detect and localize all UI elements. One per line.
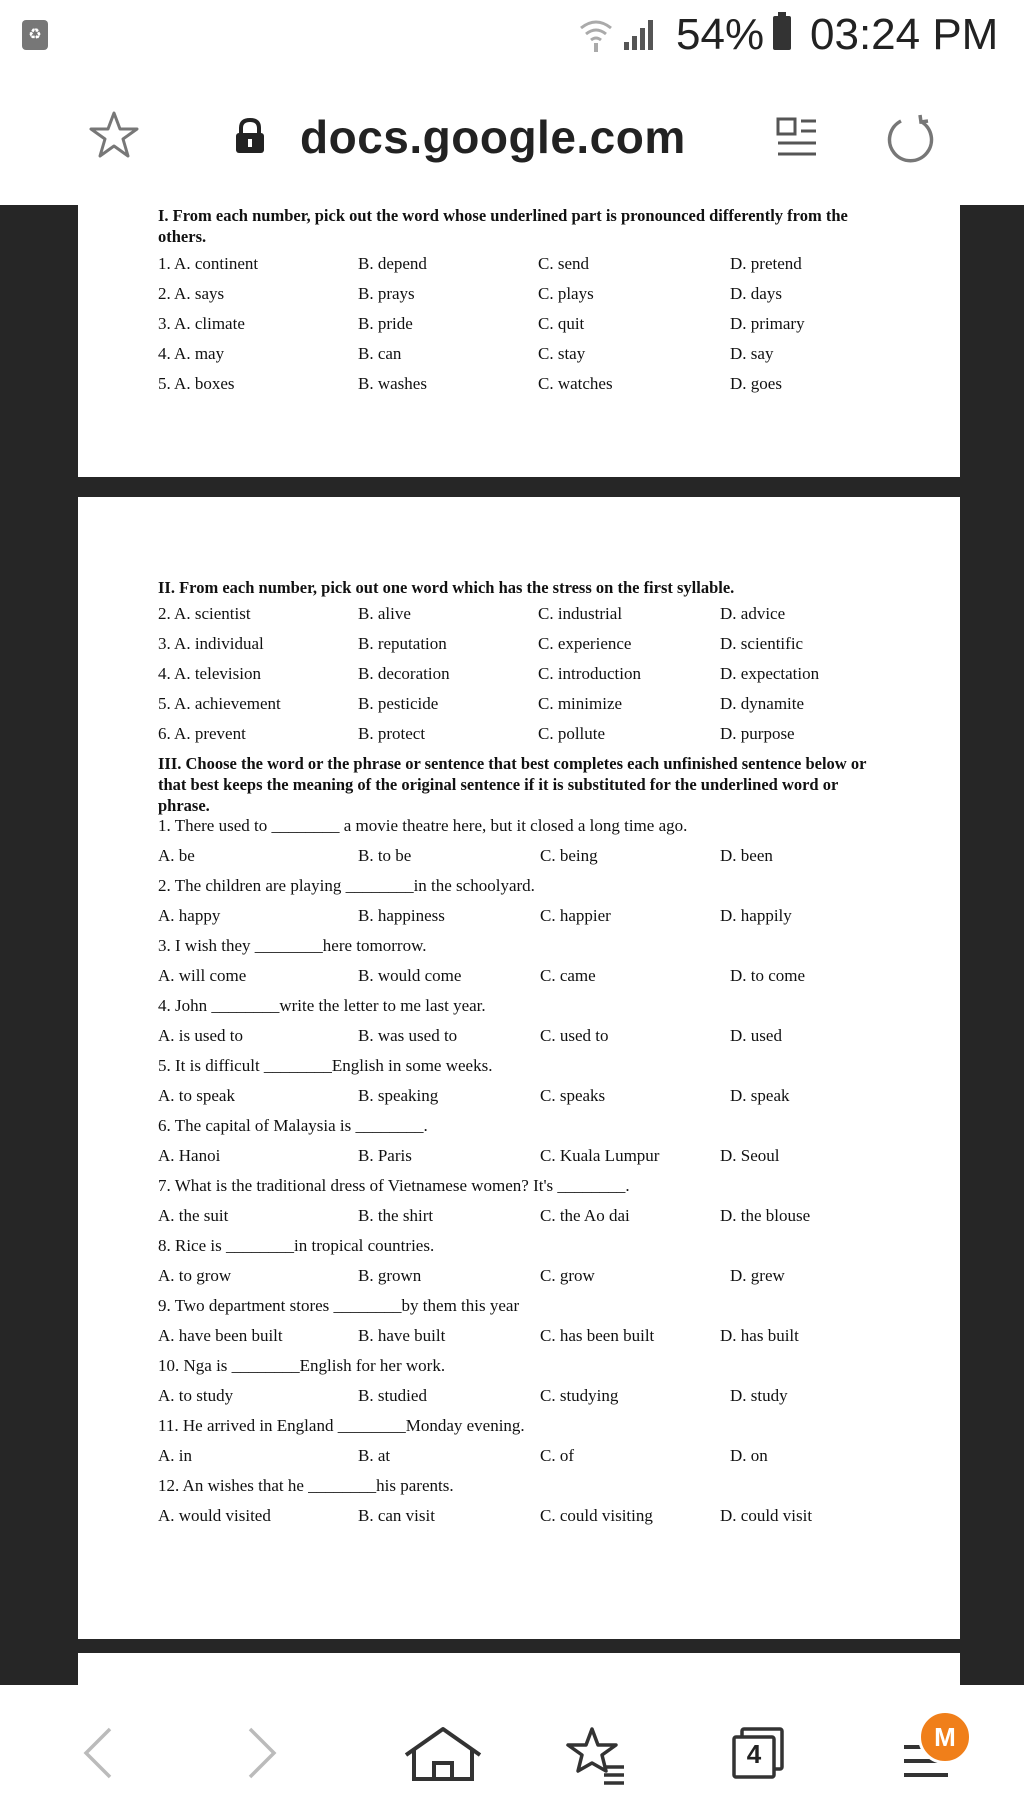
signal-icon — [622, 16, 658, 52]
option: D. goes — [730, 374, 782, 393]
option: B. would come — [358, 966, 462, 985]
option: D. has built — [720, 1326, 799, 1345]
option: D. say — [730, 344, 774, 363]
option: A. Hanoi — [158, 1146, 221, 1165]
battery-icon — [773, 16, 791, 50]
option: A. in — [158, 1446, 192, 1465]
option: D. primary — [730, 314, 805, 333]
lock-icon — [233, 118, 267, 154]
question-text: 11. He arrived in England ________Monday evening. — [158, 1416, 525, 1435]
option: C. watches — [538, 374, 613, 393]
option: C. speaks — [540, 1086, 606, 1105]
bottom-navigation-bar — [0, 1685, 1024, 1820]
back-icon[interactable] — [80, 1725, 116, 1781]
tabs-icon[interactable] — [730, 1725, 784, 1779]
option: B. Paris — [358, 1146, 412, 1165]
option: 2. A. says — [158, 284, 225, 303]
option: C. grow — [540, 1266, 595, 1285]
question-row — [158, 693, 878, 715]
refresh-icon[interactable] — [884, 112, 938, 166]
option: B. can — [358, 344, 402, 363]
question-text: 6. The capital of Malaysia is ________. — [158, 1116, 428, 1135]
option: C. industrial — [538, 604, 623, 623]
option: 6. A. prevent — [158, 724, 246, 743]
option: D. days — [730, 284, 782, 303]
question-row — [158, 633, 878, 655]
option: A. will come — [158, 966, 247, 985]
option: C. Kuala Lumpur — [540, 1146, 660, 1165]
question-options — [158, 1085, 878, 1107]
question-row — [158, 253, 878, 275]
tab-count: 4 — [746, 1739, 762, 1769]
option: D. could visit — [720, 1506, 813, 1525]
bookmark-star-icon[interactable] — [88, 110, 140, 160]
option: A. is used to — [158, 1026, 243, 1045]
question-row — [158, 283, 878, 305]
option: B. pride — [358, 314, 413, 333]
option: B. depend — [358, 254, 427, 273]
option: D. Seoul — [720, 1146, 780, 1165]
option: B. decoration — [358, 664, 450, 683]
option: 3. A. individual — [158, 634, 264, 653]
option: C. used to — [540, 1026, 609, 1045]
option: D. dynamite — [720, 694, 805, 713]
option: B. have built — [358, 1326, 446, 1345]
option: D. speak — [730, 1086, 790, 1105]
section-heading: I. From each number, pick out the word whose underlined part is pronounced differently from the others. — [158, 206, 848, 246]
question-text: 8. Rice is ________in tropical countries. — [158, 1236, 435, 1255]
question-text: 1. There used to ________ a movie theatre here, but it closed a long time ago. — [158, 816, 688, 835]
option: B. protect — [358, 724, 426, 743]
option: 2. A. scientist — [158, 604, 251, 623]
option: C. plays — [538, 284, 594, 303]
home-icon[interactable] — [398, 1725, 488, 1785]
question-options — [158, 965, 878, 987]
option: D. been — [720, 846, 773, 865]
option: D. study — [730, 1386, 788, 1405]
clock: 03:24 PM — [810, 10, 999, 59]
option: B. can visit — [358, 1506, 435, 1525]
question-row — [158, 663, 878, 685]
address-bar — [0, 72, 1024, 206]
bookmarks-icon[interactable] — [566, 1725, 626, 1785]
question-options — [158, 845, 878, 867]
question-text: 9. Two department stores ________by them this year — [158, 1296, 520, 1315]
option: B. grown — [358, 1266, 422, 1285]
question-text: 4. John ________write the letter to me last year. — [158, 996, 486, 1015]
option: B. reputation — [358, 634, 447, 653]
question-options — [158, 1205, 878, 1227]
option: C. of — [540, 1446, 574, 1465]
option: C. send — [538, 254, 589, 273]
option: B. alive — [358, 604, 411, 623]
question-options — [158, 1445, 878, 1467]
option: C. introduction — [538, 664, 641, 683]
option: 3. A. climate — [158, 314, 245, 333]
question-options — [158, 905, 878, 927]
option: D. purpose — [720, 724, 795, 743]
option: B. the shirt — [358, 1206, 434, 1225]
question-row — [158, 723, 878, 745]
option: C. stay — [538, 344, 586, 363]
question-row — [158, 313, 878, 335]
section-heading: II. From each number, pick out one word which has the stress on the first syllable. — [158, 578, 735, 597]
option: C. pollute — [538, 724, 606, 743]
option: C. could visiting — [540, 1506, 653, 1525]
option: D. advice — [720, 604, 786, 623]
option: D. on — [730, 1446, 768, 1465]
question-options — [158, 1505, 878, 1527]
option: A. happy — [158, 906, 221, 925]
option: B. prays — [358, 284, 415, 303]
option: C. studying — [540, 1386, 619, 1405]
question-text: 3. I wish they ________here tomorrow. — [158, 936, 427, 955]
document-page — [78, 205, 960, 477]
option: B. speaking — [358, 1086, 439, 1105]
option: B. at — [358, 1446, 391, 1465]
question-text: 5. It is difficult ________English in some weeks. — [158, 1056, 493, 1075]
option: 4. A. may — [158, 344, 225, 363]
question-options — [158, 1325, 878, 1347]
question-options — [158, 1385, 878, 1407]
option: C. the Ao dai — [540, 1206, 630, 1225]
option: C. happier — [540, 906, 611, 925]
option: C. being — [540, 846, 598, 865]
option: A. to grow — [158, 1266, 232, 1285]
option: A. the suit — [158, 1206, 229, 1225]
question-options — [158, 1145, 878, 1167]
section-heading: III. Choose the word or the phrase or sentence that best completes each unfinished sentence below or that best keeps the meaning of the original sentence if it is substituted for the underlined word or phrase. — [158, 754, 867, 815]
document-viewer[interactable] — [0, 205, 1024, 1685]
option: D. pretend — [730, 254, 802, 273]
option: 5. A. boxes — [158, 374, 235, 393]
question-text: 12. An wishes that he ________his parents. — [158, 1476, 454, 1495]
option: A. to study — [158, 1386, 234, 1405]
option: 1. A. continent — [158, 254, 259, 273]
question-options — [158, 1025, 878, 1047]
question-text: 2. The children are playing ________in the schoolyard. — [158, 876, 535, 895]
option: B. studied — [358, 1386, 427, 1405]
reader-mode-icon[interactable] — [776, 116, 818, 160]
option: D. to come — [730, 966, 806, 985]
question-row — [158, 603, 878, 625]
option: C. has been built — [540, 1326, 655, 1345]
option: D. scientific — [720, 634, 804, 653]
question-text: 7. What is the traditional dress of Vietnamese women? It's ________. — [158, 1176, 630, 1195]
question-text: 10. Nga is ________English for her work. — [158, 1356, 446, 1375]
option: A. would visited — [158, 1506, 271, 1525]
option: B. washes — [358, 374, 427, 393]
option: D. grew — [730, 1266, 785, 1285]
notification-icon: ♻ — [22, 20, 48, 50]
option: C. quit — [538, 314, 585, 333]
option: A. to speak — [158, 1086, 235, 1105]
question-options — [158, 1265, 878, 1287]
forward-icon[interactable] — [244, 1725, 280, 1781]
option: B. pesticide — [358, 694, 439, 713]
option: B. happiness — [358, 906, 445, 925]
url-text[interactable]: docs.google.com — [300, 111, 686, 163]
battery-percentage: 54% — [676, 10, 765, 59]
wifi-icon — [578, 14, 614, 54]
document-page — [78, 1653, 960, 1685]
option: C. came — [540, 966, 596, 985]
option: B. to be — [358, 846, 412, 865]
option: 5. A. achievement — [158, 694, 281, 713]
option: A. be — [158, 846, 195, 865]
option: 4. A. television — [158, 664, 261, 683]
question-row — [158, 343, 878, 365]
option: C. experience — [538, 634, 632, 653]
document-page — [78, 497, 960, 1639]
option: C. minimize — [538, 694, 623, 713]
option: D. used — [730, 1026, 782, 1045]
option: D. expectation — [720, 664, 820, 683]
option: D. the blouse — [720, 1206, 811, 1225]
status-bar — [0, 0, 1024, 72]
profile-badge[interactable]: M — [918, 1710, 972, 1764]
question-row — [158, 373, 878, 395]
option: D. happily — [720, 906, 792, 925]
option: A. have been built — [158, 1326, 283, 1345]
option: B. was used to — [358, 1026, 458, 1045]
